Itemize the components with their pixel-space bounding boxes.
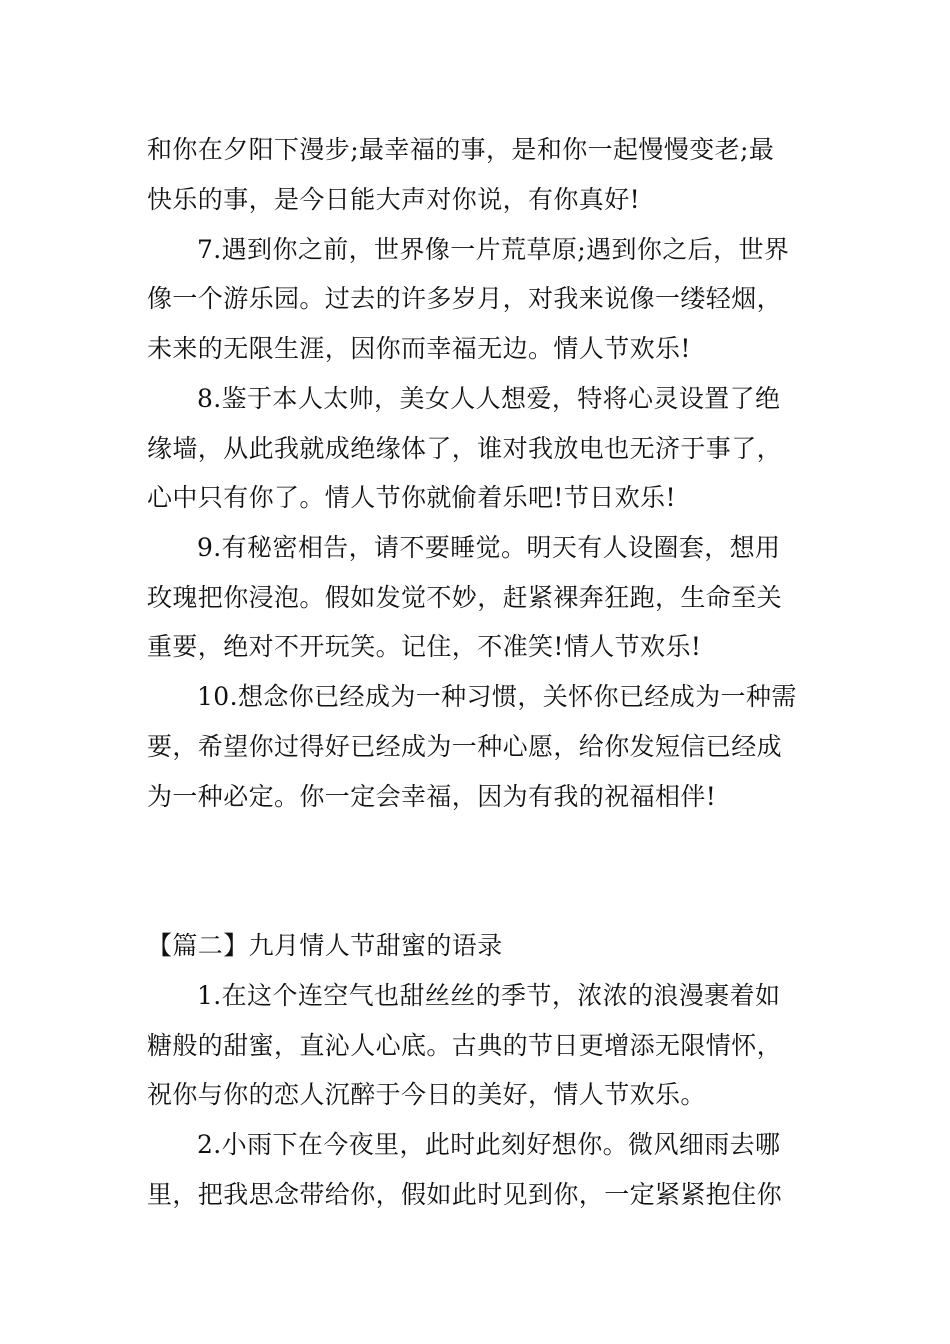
text-line: 心中只有你了。情人节你就偷着乐吧!节日欢乐! — [147, 483, 676, 512]
text-line: 糖般的甜蜜，直沁人心底。古典的节日更增添无限情怀， — [147, 1031, 783, 1060]
text-line: 重要，绝对不开玩笑。记住，不准笑!情人节欢乐! — [147, 632, 702, 661]
section-heading: 【篇二】九月情人节甜蜜的语录 — [147, 931, 503, 960]
text-line: 和你在夕阳下漫步;最幸福的事，是和你一起慢慢变老;最 — [147, 135, 775, 164]
list-item-1-line: 1.在这个连空气也甜丝丝的季节，浓浓的浪漫裹着如 — [197, 981, 781, 1010]
text-line: 像一个游乐园。过去的许多岁月，对我来说像一缕轻烟， — [147, 284, 783, 313]
text-line: 玫瑰把你浸泡。假如发觉不妙，赶紧裸奔狂跑，生命至关 — [147, 583, 783, 612]
list-item-10-line: 10.想念你已经成为一种习惯，关怀你已经成为一种需 — [197, 682, 797, 711]
text-line: 里，把我思念带给你，假如此时见到你，一定紧紧抱住你 — [147, 1180, 783, 1209]
text-line: 祝你与你的恋人沉醉于今日的美好，情人节欢乐。 — [147, 1080, 706, 1109]
list-item-2-line: 2.小雨下在今夜里，此时此刻好想你。微风细雨去哪 — [197, 1130, 781, 1159]
list-item-7-line: 7.遇到你之前，世界像一片荒草原;遇到你之后，世界 — [197, 235, 790, 264]
text-line: 要，希望你过得好已经成为一种心愿，给你发短信已经成 — [147, 732, 783, 761]
text-line: 为一种必定。你一定会幸福，因为有我的祝福相伴! — [147, 782, 717, 811]
text-line: 缘墙，从此我就成绝缘体了，谁对我放电也无济于事了， — [147, 434, 783, 463]
list-item-9-line: 9.有秘密相告，请不要睡觉。明天有人设圈套，想用 — [197, 533, 781, 562]
text-line: 快乐的事，是今日能大声对你说，有你真好! — [147, 185, 641, 214]
text-line: 未来的无限生涯，因你而幸福无边。情人节欢乐! — [147, 334, 691, 363]
list-item-8-line: 8.鉴于本人太帅，美女人人想爱，特将心灵设置了绝 — [197, 384, 781, 413]
